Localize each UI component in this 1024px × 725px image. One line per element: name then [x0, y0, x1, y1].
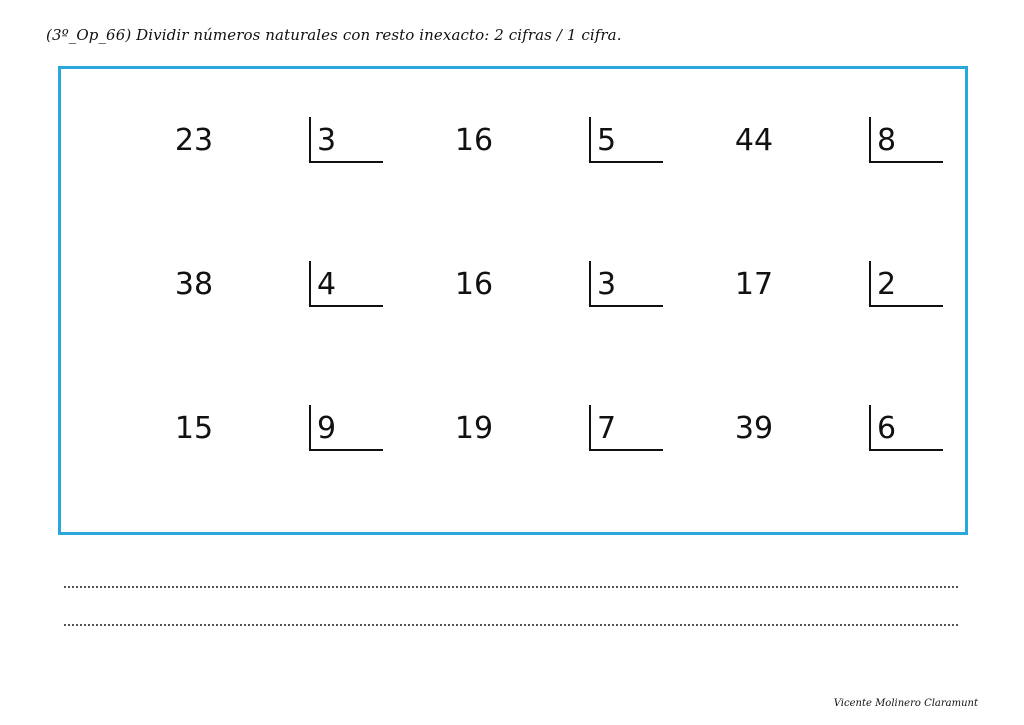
divisor: 2 — [877, 267, 897, 302]
division-problem — [709, 405, 949, 455]
dividend: 23 — [174, 123, 214, 158]
worksheet-title: (3º_Op_66) Dividir números naturales con resto inexacto: 2 cifras / 1 cifra. — [46, 26, 622, 44]
division-problem — [149, 261, 389, 311]
dividend: 16 — [454, 267, 494, 302]
divisor: 3 — [317, 123, 337, 158]
divisor: 7 — [597, 411, 617, 446]
division-problem — [429, 405, 669, 455]
author-credit: Vicente Molinero Claramunt — [833, 698, 978, 709]
dividend: 15 — [174, 411, 214, 446]
division-problem — [149, 405, 389, 455]
division-problem — [149, 117, 389, 167]
division-problem — [709, 261, 949, 311]
divisor: 4 — [317, 267, 337, 302]
divisor: 3 — [597, 267, 617, 302]
divisor: 5 — [597, 123, 617, 158]
exercise-frame — [58, 66, 968, 535]
dividend: 16 — [454, 123, 494, 158]
dividend: 17 — [734, 267, 774, 302]
division-problem — [429, 261, 669, 311]
divisor: 8 — [877, 123, 897, 158]
dividend: 44 — [734, 123, 774, 158]
division-problem — [709, 117, 949, 167]
division-problem — [429, 117, 669, 167]
dividend: 38 — [174, 267, 214, 302]
divisor: 9 — [317, 411, 337, 446]
dividend: 19 — [454, 411, 494, 446]
answer-line — [64, 586, 958, 588]
divisor: 6 — [877, 411, 897, 446]
answer-line — [64, 624, 958, 626]
dividend: 39 — [734, 411, 774, 446]
